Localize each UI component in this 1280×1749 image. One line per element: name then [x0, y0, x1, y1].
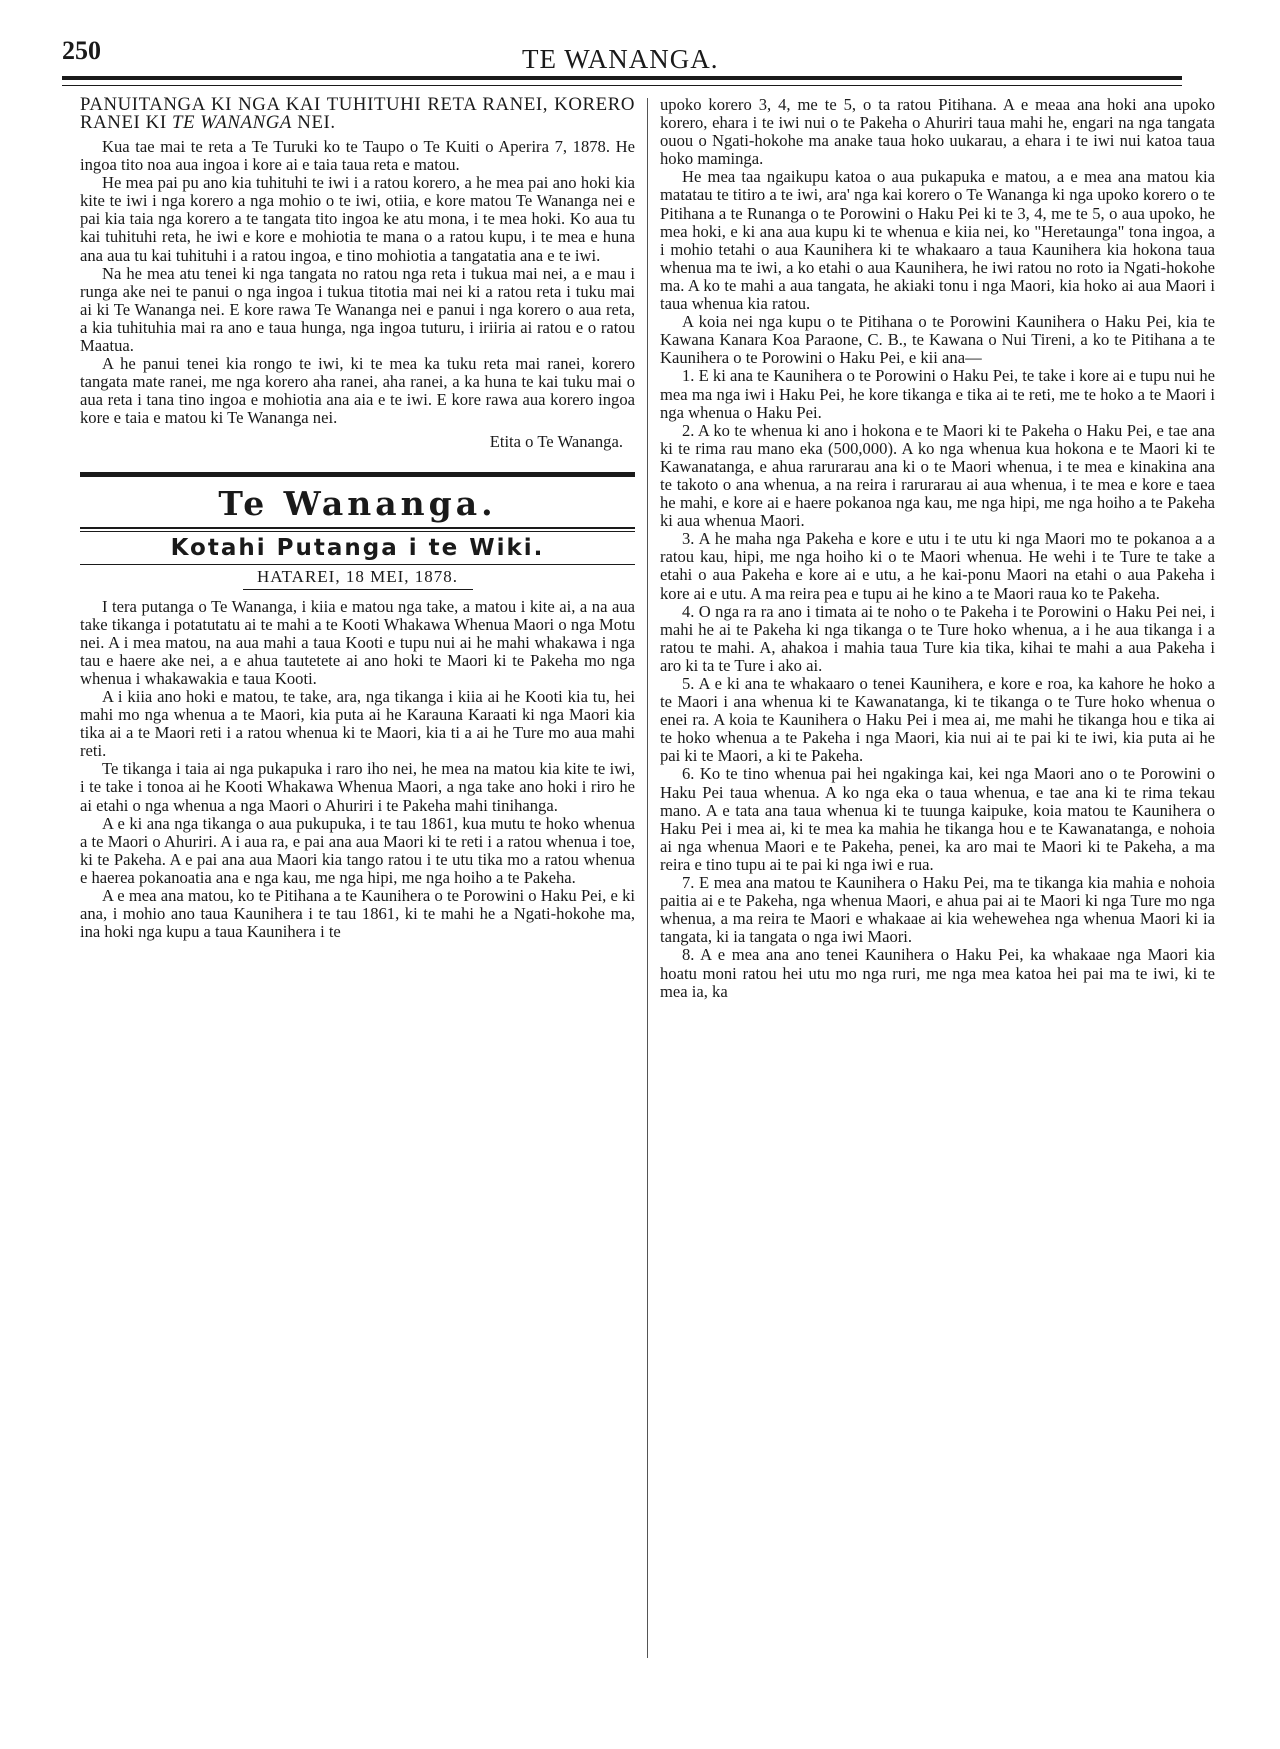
title-rule [80, 527, 635, 532]
right-column [660, 96, 1215, 1001]
editorial-paragraph: upoko korero 3, 4, me te 5, o ta ratou Pitihana. A e meaa ana hoki ana upoko korero, ehara i te iwi nui o te Pakeha o Ahuriri taua mahi he, engari na nga tangata ouou o Ngati-hokohe ma anake taua hoko uukarau, a ehara i te iwi nui katoa taua hoko maminga. [660, 95, 1215, 169]
notice-title-main: PANUITANGA KI NGA KAI TUHITUHI RETA RANEI, KORERO RANEI KI [80, 94, 635, 133]
petition-item: 3. A he maha nga Pakeha e kore e utu i te utu ki nga Maori mo te pokanoa a a ratou kau, hipi, me nga hoiho ki o te Maori whenua. He wehi i te Ture te take a etahi o aua Pakeha e kore ai e utu, a he kai-ponu Maori na etahi o aua Pakeha i kore ai e utu. A ma reira pea e tupu ai he kino a te Maori raua ko te Pakeha. [660, 529, 1215, 603]
petition-item: 4. O nga ra ra ano i timata ai te noho o te Pakeha i te Porowini o Haku Pei nei, i mahi he ai te Pakeha ki nga tikanga o te Ture hoko whenua, a i he aua tikanga i a ratou te mahi. A, ahakoa i mahia taua Ture kia tika, kihai te mahi a aua Pakeha i aro ki ta te Ture i ako ai. [660, 601, 1215, 675]
petition-item: 8. A e mea ana ano tenei Kaunihera o Haku Pei, ka whakaae nga Maori kia hoatu moni ratou hei utu mo nga ruri, me nga mea katoa hei pai ma te iwi, ki te mea ia, ka [660, 945, 1215, 1001]
masthead: TE WANANGA. [522, 44, 719, 74]
petition-item: 2. A ko te whenua ki ano i hokona e te Maori ki te Pakeha o Haku Pei, e tae ana ki te rima rau mano eka (500,000). A ko nga whenua kua hokona e te Maori ki te Kawanatanga, e ahua rarurarau ana ki o te Maori whenua, i te mea e kinakina ana te takoto o ana whenua, a na reira i rarurarau ai aua whenua, i te mea e kore e taea he mahi, e kore ai e haere pokanoa nga kau, me nga hipi, me nga hoiho a te Pakeha ki aua whenua Maori. [660, 420, 1215, 531]
notice-title [80, 96, 635, 132]
page-number: 250 [62, 36, 101, 65]
section-title: Te Wananga. [218, 483, 497, 523]
notice-paragraph: A he panui tenei kia rongo te iwi, ki te mea ka tuku reta mai ranei, korero tangata mate ranei, me nga korero aha ranei, aha ranei, a ka huna te kai tuku mai o aua reta i tana tino ingoa e mohiotia ana aia e te iwi. E kore rawa aua korero ingoa kore e taia e matou ki Te Wananga nei. [80, 354, 635, 428]
column-divider [647, 98, 648, 1658]
subtitle-rule [80, 564, 635, 565]
notice-paragraph: Kua tae mai te reta a Te Turuki ko te Taupo o Te Kuiti o Aperira 7, 1878. He ingoa tito noa aua ingoa i kore ai e taia taua reta e matou. [80, 137, 635, 175]
editorial-paragraph: He mea taa ngaikupu katoa o aua pukapuka e matou, a e mea ana matou kia matatau te titiro a te iwi, ara' nga kai korero o Te Wananga ki nga upoko korero o te Pitihana a te Runanga o te Porowini o Haku Pei ki te 3, 4, me te 5, o aua upoko, he mea hoki, e ki ana aua kupu ki te whenua e kiia nei, ko "Heretaunga" tona ingoa, a i mohio tetahi o aua Kaunihera ki te whakaaro a taua Kaunihera kia hokona taua whenua ma te iwi, a ko etahi o aua Kaunihera, he iwi ratou no roto ia Ngati-hokohe ma. A ko te mahi a aua tangata, he akiaki tonu i nga Maori, kia hoko ai aua Maori i taua whenua kia ratou. [660, 167, 1215, 314]
left-column [80, 96, 635, 941]
petition-item: 7. E mea ana matou te Kaunihera o Haku Pei, ma te tikanga kia mahia e nohoia paitia ai e te Pakeha, nga whenua Maori, e ahua pai ai te Maori ki nga Ture mo nga whenua, a ma reira te Maori e whakaae ai kia wehewehea nga whenua Maori ki ia tangata, ki ia tangata o nga iwi Maori. [660, 873, 1215, 947]
notice-paragraph: Na he mea atu tenei ki nga tangata no ratou nga reta i tukua mai nei, a e mau i runga ake nei te panui o nga ingoa i tukua titotia mai nei ki a ratou reta i tuku mai ai ki Te Wananga nei. E kore rawa Te Wananga nei e panui i nga korero o aua reta, a kia tuhituhia mai ra ano e taua hunga, nga ingoa tuturu, i iriiria ai ratou e o ratou Maatua. [80, 263, 635, 356]
header-rule-thin [62, 85, 1182, 86]
notice-title-italic: TE WANANGA [172, 112, 292, 133]
dateline: HATAREI, 18 MEI, 1878. [256, 566, 458, 586]
petition-item: 6. Ko te tino whenua pai hei ngakinga kai, kei nga Maori ano o te Porowini o Haku Pei taua whenua. A ko nga eka o taua whenua, e tae ana ki te rima tekau mano. A e tata ana taua whenua ki te tuunga kaipuke, koia matou te Kaunihera o Haku Pei i mea ai, ki te mea ka mahia he tikanga hou e te Kawanatanga, e nohoia ai nga whenua Maori e te Pakeha, penei, ka aro mai te Maori ki te Pakeha, a ma reira e tino tupu ai te pai ki nga iwi e rua. [660, 764, 1215, 874]
section-separator [80, 472, 635, 477]
editorial-paragraph: A i kiia ano hoki e matou, te take, ara, nga tikanga i kiia ai he Kooti kia tu, hei mahi mo nga whenua a te Maori, kia puta ai he Karauna Karaati ki nga Maori kia tika ai a te Maori reti i a ratou whenua ki te Maori, kia ti a ai he Ture mo aua mahi reti. [80, 686, 635, 761]
editorial-paragraph: I tera putanga o Te Wananga, i kiia e matou nga take, a matou i kite ai, a na aua take tikanga i potatutatu ai te mahi a te Kooti Whakawa Whenua Maori o nga Motu nei. A i mea matou, na aua mahi a taua Kooti e tupu nui ai he mahi whakawa i nga tau e haere ake nei, a e ahua tautetete ai ano hoki te Maori ki te Pakeha mo nga whenua i whakawakia e taua Kooti. [80, 596, 635, 688]
notice-paragraph: He mea pai pu ano kia tuhituhi te iwi i a ratou korero, a he mea pai ano hoki kia kite te iwi i nga korero a nga mohio o te iwi, otiia, e kore matou Te Wananga nei e pai kia taia nga korero a te tangata tito ingoa ke atu mona, i te mea hoki. Ko aua tu kai tuhituhi reta, he iwi e kore e mohiotia te mana o a ratou kupu, i te mea e huna ana aua tu kai tuhituhi i a ratou ingoa, e tino mohiotia a tangatatia ana e te iwi. [80, 173, 635, 265]
editor-signature: Etita o Te Wananga. [489, 431, 623, 451]
petition-item: 5. A e ki ana te whakaaro o tenei Kaunihera, e kore e roa, ka kahore he hoko a te Maori i ana whenua ki te Kawanatanga, ki te tikanga o te Ture hoko whenua o enei ra. A koia te Kaunihera o Haku Pei i mea ai, me mahi he tikanga hou e tika ai te hoko whenua a te Pakeha i nga Maori, kia nui ai te pai ki te iwi, kia puta ai he pai ki te Maori, a ki te Pakeha. [660, 674, 1215, 766]
notice-title-end: NEI. [291, 112, 336, 133]
page-header [62, 32, 1182, 76]
editorial-paragraph: A e ki ana nga tikanga o aua pukupuka, i te tau 1861, kua mutu te hoko whenua a te Maori o Ahuriri. A i aua ra, e pai ana aua Maori ki te reti i a ratou whenua i toe, ki te Pakeha. A e pai ana aua Maori kia tango ratou i te utu tika mo a ratou whenua e haerea pokanoatia ana e nga kau, me nga hipi, me nga hoiho a te Pakeha. [80, 813, 635, 887]
dateline-rule [243, 589, 473, 590]
editorial-paragraph: A koia nei nga kupu o te Pitihana o te Porowini Kaunihera o Haku Pei, kia te Kawana Kanara Koa Paraone, C. B., te Kawana o Nui Tireni, a ko te Pitihana a te Kaunihera o te Porowini o Haku Pei, e kii ana— [660, 312, 1215, 368]
header-rule [62, 76, 1182, 80]
section-subtitle: Kotahi Putanga i te Wiki. [170, 534, 545, 561]
petition-item: 1. E ki ana te Kaunihera o te Porowini o Haku Pei, te take i kore ai e tupu nui he mea ma nga iwi i Haku Pei, he kore tikanga e tika ai te reti, me te hoko a te Maori i nga whenua o Haku Pei. [660, 366, 1215, 422]
editorial-paragraph: A e mea ana matou, ko te Pitihana a te Kaunihera o te Porowini o Haku Pei, e ki ana, i mohio ano taua Kaunihera i te tau 1861, ki te mahi he a Ngati-hokohe ma, ina hoki nga kupu a taua Kaunihera i te [80, 886, 635, 942]
editorial-paragraph: Te tikanga i taia ai nga pukapuka i raro iho nei, he mea na matou kia kite te iwi, i te take i tonoa ai he Kooti Whakawa Whenua Maori, a nga take ano hoki i riro he ai etahi o nga whenua a nga Maori o Ahuriri i te Pakeha mahi tinihanga. [80, 759, 635, 815]
